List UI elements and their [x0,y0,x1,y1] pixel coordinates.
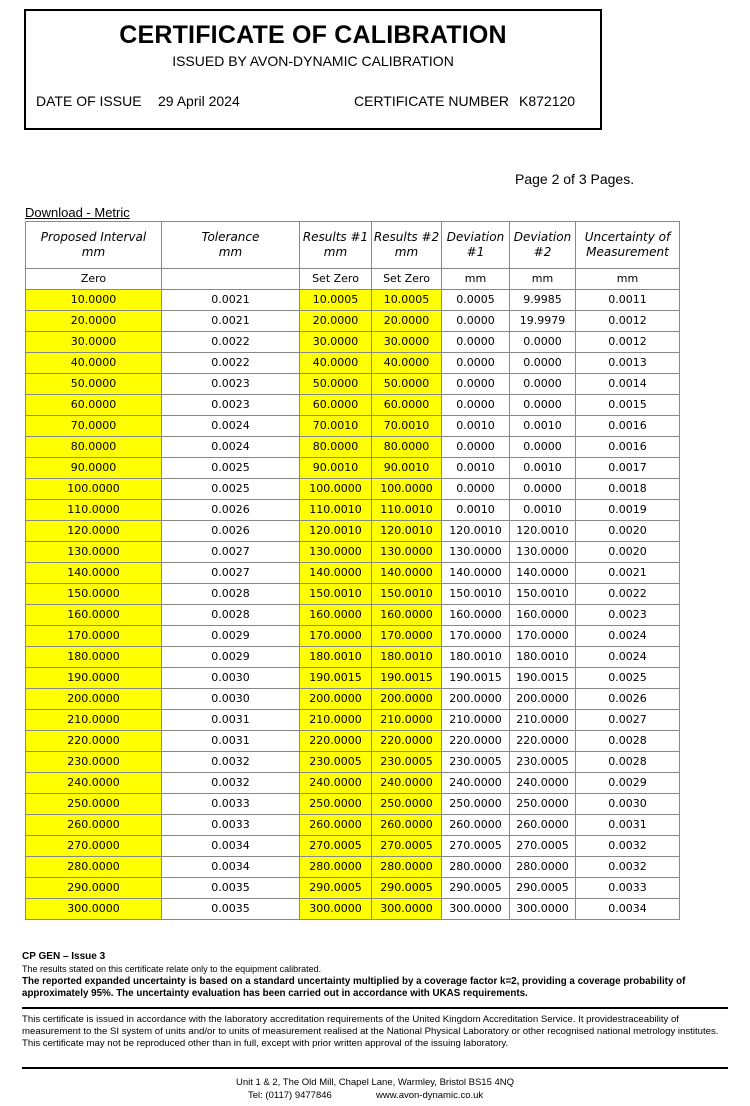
cell-deviation-1: 260.0000 [442,815,510,836]
cell-deviation-1: 0.0000 [442,311,510,332]
header-deviation-2 [510,222,576,269]
table-row [26,458,680,479]
header-line: mm [81,245,106,259]
cell-deviation-2: 180.0010 [510,647,576,668]
unit-deviation-2: mm [510,269,576,290]
header-line: Deviation [446,230,505,244]
cell-deviation-1: 0.0000 [442,353,510,374]
table-row [26,332,680,353]
cell-deviation-2: 160.0000 [510,605,576,626]
table-row [26,500,680,521]
cell-uncertainty: 0.0019 [576,500,680,521]
table-row [26,689,680,710]
cell-results-2: 20.0000 [372,311,442,332]
certificate-issuer: ISSUED BY AVON-DYNAMIC CALIBRATION [172,53,454,69]
cell-uncertainty: 0.0024 [576,626,680,647]
cell-tolerance: 0.0032 [162,773,300,794]
cell-uncertainty: 0.0015 [576,395,680,416]
cell-deviation-2: 240.0000 [510,773,576,794]
cell-proposed-interval: 290.0000 [26,878,162,899]
cell-results-2: 60.0000 [372,395,442,416]
cell-deviation-2: 250.0000 [510,794,576,815]
cell-deviation-1: 0.0010 [442,500,510,521]
cell-deviation-1: 210.0000 [442,710,510,731]
cell-results-1: 220.0000 [300,731,372,752]
table-row [26,815,680,836]
header-line: mm [218,245,243,259]
table-header-row [26,222,680,269]
cell-uncertainty: 0.0034 [576,899,680,920]
cell-deviation-2: 150.0010 [510,584,576,605]
cell-results-1: 100.0000 [300,479,372,500]
cell-deviation-2: 0.0010 [510,500,576,521]
cell-uncertainty: 0.0029 [576,773,680,794]
cell-tolerance: 0.0026 [162,521,300,542]
page-info: Page 2 of 3 Pages. [515,171,635,187]
lab-telephone: Tel: (0117) 9477846 [248,1090,332,1101]
unit-proposed-interval: Zero [26,269,162,290]
cell-results-1: 30.0000 [300,332,372,353]
header-results-2 [372,222,442,269]
lab-address: Unit 1 & 2, The Old Mill, Chapel Lane, Warmley, Bristol BS15 4NQ [235,1077,515,1088]
cell-proposed-interval: 240.0000 [26,773,162,794]
cell-uncertainty: 0.0022 [576,584,680,605]
certificate-header [24,9,602,130]
unit-results-2: Set Zero [372,269,442,290]
unit-results-1: Set Zero [300,269,372,290]
cell-results-2: 260.0000 [372,815,442,836]
cell-proposed-interval: 170.0000 [26,626,162,647]
table-row [26,836,680,857]
table-row [26,584,680,605]
accreditation-statement [22,1014,730,1050]
cell-results-2: 190.0015 [372,668,442,689]
cell-results-2: 80.0000 [372,437,442,458]
cell-proposed-interval: 10.0000 [26,290,162,311]
cell-deviation-1: 0.0010 [442,416,510,437]
header-line: Deviation [513,230,572,244]
cell-deviation-1: 130.0000 [442,542,510,563]
cell-results-2: 50.0000 [372,374,442,395]
cell-proposed-interval: 220.0000 [26,731,162,752]
table-row [26,710,680,731]
cell-uncertainty: 0.0012 [576,332,680,353]
certificate-number-label: CERTIFICATE NUMBER [354,93,510,109]
results-statement: The results stated on this certificate relate only to the equipment calibrated. [22,964,322,974]
cell-tolerance: 0.0022 [162,332,300,353]
cell-deviation-2: 270.0005 [510,836,576,857]
calibration-table [25,221,680,920]
cell-proposed-interval: 260.0000 [26,815,162,836]
table-row [26,794,680,815]
header-results-1 [300,222,372,269]
lab-website: www.avon-dynamic.co.uk [376,1090,484,1101]
cell-tolerance: 0.0035 [162,878,300,899]
cell-deviation-2: 9.9985 [510,290,576,311]
cell-results-2: 120.0010 [372,521,442,542]
cell-deviation-2: 220.0000 [510,731,576,752]
table-row [26,353,680,374]
cell-uncertainty: 0.0017 [576,458,680,479]
cell-deviation-1: 170.0000 [442,626,510,647]
cell-tolerance: 0.0024 [162,437,300,458]
cell-deviation-2: 170.0000 [510,626,576,647]
table-row [26,563,680,584]
cell-deviation-1: 120.0010 [442,521,510,542]
cell-proposed-interval: 20.0000 [26,311,162,332]
cell-deviation-1: 0.0005 [442,290,510,311]
table-row [26,395,680,416]
cell-uncertainty: 0.0030 [576,794,680,815]
cell-uncertainty: 0.0028 [576,752,680,773]
cell-proposed-interval: 300.0000 [26,899,162,920]
cell-tolerance: 0.0027 [162,563,300,584]
footer-divider-top [22,1007,728,1009]
cell-tolerance: 0.0021 [162,290,300,311]
cell-tolerance: 0.0025 [162,458,300,479]
cell-results-1: 10.0005 [300,290,372,311]
cell-uncertainty: 0.0016 [576,437,680,458]
cell-tolerance: 0.0032 [162,752,300,773]
cell-deviation-2: 260.0000 [510,815,576,836]
cell-deviation-1: 180.0010 [442,647,510,668]
cell-uncertainty: 0.0021 [576,563,680,584]
cell-tolerance: 0.0028 [162,584,300,605]
cell-uncertainty: 0.0013 [576,353,680,374]
cell-results-1: 120.0010 [300,521,372,542]
certificate-title: CERTIFICATE OF CALIBRATION [119,21,507,49]
cell-results-1: 70.0010 [300,416,372,437]
cell-proposed-interval: 160.0000 [26,605,162,626]
table-row [26,752,680,773]
cell-deviation-2: 280.0000 [510,857,576,878]
cell-proposed-interval: 230.0000 [26,752,162,773]
cell-deviation-1: 0.0000 [442,479,510,500]
uncertainty-statement: The reported expanded uncertainty is based on a standard uncertainty multiplied by a coverage factor k=2, providing a coverage probability of approximately 95%. The uncertainty evaluation has been carried out in accordance with UKAS requirements. [22,976,686,999]
cell-results-1: 110.0010 [300,500,372,521]
cell-tolerance: 0.0030 [162,668,300,689]
cell-uncertainty: 0.0011 [576,290,680,311]
cell-results-2: 140.0000 [372,563,442,584]
table-row [26,311,680,332]
header-line: #1 [466,245,485,259]
cell-uncertainty: 0.0012 [576,311,680,332]
cell-deviation-1: 140.0000 [442,563,510,584]
cell-uncertainty: 0.0027 [576,710,680,731]
cell-deviation-1: 190.0015 [442,668,510,689]
cell-results-2: 110.0010 [372,500,442,521]
table-row [26,437,680,458]
cell-deviation-2: 190.0015 [510,668,576,689]
cell-deviation-2: 120.0010 [510,521,576,542]
cell-tolerance: 0.0028 [162,605,300,626]
cell-tolerance: 0.0034 [162,857,300,878]
cell-deviation-2: 0.0000 [510,437,576,458]
unit-tolerance [162,269,300,290]
cell-uncertainty: 0.0020 [576,542,680,563]
cell-deviation-2: 0.0010 [510,416,576,437]
cell-results-1: 150.0010 [300,584,372,605]
document-code: CP GEN – Issue 3 [22,951,106,962]
cell-deviation-1: 290.0005 [442,878,510,899]
cell-deviation-1: 150.0010 [442,584,510,605]
cell-results-2: 290.0005 [372,878,442,899]
cell-results-1: 140.0000 [300,563,372,584]
reproduction-text: This certificate may not be reproduced other than in full, except with prior written approval of the issuing laboratory. [22,1038,509,1049]
cell-tolerance: 0.0027 [162,542,300,563]
cell-results-2: 10.0005 [372,290,442,311]
cell-deviation-1: 160.0000 [442,605,510,626]
cell-proposed-interval: 200.0000 [26,689,162,710]
table-row [26,878,680,899]
header-line: mm [323,245,348,259]
cell-proposed-interval: 90.0000 [26,458,162,479]
cell-proposed-interval: 100.0000 [26,479,162,500]
cell-proposed-interval: 250.0000 [26,794,162,815]
cell-proposed-interval: 30.0000 [26,332,162,353]
cell-uncertainty: 0.0032 [576,836,680,857]
cell-results-1: 60.0000 [300,395,372,416]
cell-uncertainty: 0.0025 [576,668,680,689]
cell-tolerance: 0.0021 [162,311,300,332]
cell-results-1: 80.0000 [300,437,372,458]
accreditation-text: This certificate is issued in accordance with the laboratory accreditation requirements of the United Kingdom Accreditation Service. It providestraceability of measurement to the SI system of units and/or to units of measurement realised at the National Physical Laboratory or other recognised national metrology institutes. [22,1014,719,1037]
header-deviation-1 [442,222,510,269]
cell-results-2: 30.0000 [372,332,442,353]
header-line: Results #2 [373,230,440,244]
cell-proposed-interval: 190.0000 [26,668,162,689]
header-line: mm [394,245,419,259]
cell-proposed-interval: 120.0000 [26,521,162,542]
cell-tolerance: 0.0022 [162,353,300,374]
cell-proposed-interval: 130.0000 [26,542,162,563]
cell-proposed-interval: 210.0000 [26,710,162,731]
cell-uncertainty: 0.0016 [576,416,680,437]
table-row [26,731,680,752]
cell-deviation-1: 0.0000 [442,374,510,395]
section-title: Download - Metric [25,205,130,220]
header-line: Uncertainty of [584,230,671,244]
header-uncertainty [576,222,680,269]
cell-results-2: 200.0000 [372,689,442,710]
cell-results-1: 300.0000 [300,899,372,920]
cell-results-2: 220.0000 [372,731,442,752]
cell-results-1: 50.0000 [300,374,372,395]
cell-proposed-interval: 140.0000 [26,563,162,584]
cell-results-2: 90.0010 [372,458,442,479]
cell-deviation-2: 130.0000 [510,542,576,563]
header-line: Measurement [586,245,669,259]
cell-deviation-2: 290.0005 [510,878,576,899]
cell-results-1: 200.0000 [300,689,372,710]
cell-results-2: 180.0010 [372,647,442,668]
cell-tolerance: 0.0029 [162,626,300,647]
cell-proposed-interval: 70.0000 [26,416,162,437]
table-row [26,647,680,668]
cell-results-1: 210.0000 [300,710,372,731]
date-of-issue-label: DATE OF ISSUE [36,93,142,109]
cell-results-1: 290.0005 [300,878,372,899]
header-proposed-interval [26,222,162,269]
header-tolerance [162,222,300,269]
cell-proposed-interval: 150.0000 [26,584,162,605]
cell-results-2: 240.0000 [372,773,442,794]
cell-tolerance: 0.0034 [162,836,300,857]
cell-deviation-2: 19.9979 [510,311,576,332]
table-row [26,374,680,395]
table-row [26,668,680,689]
cell-deviation-2: 300.0000 [510,899,576,920]
date-of-issue-value: 29 April 2024 [158,93,240,109]
cell-proposed-interval: 40.0000 [26,353,162,374]
table-row [26,479,680,500]
cell-results-1: 240.0000 [300,773,372,794]
cell-tolerance: 0.0025 [162,479,300,500]
cell-results-2: 280.0000 [372,857,442,878]
table-row [26,899,680,920]
cell-deviation-2: 200.0000 [510,689,576,710]
cell-results-1: 280.0000 [300,857,372,878]
cell-uncertainty: 0.0028 [576,731,680,752]
table-row [26,416,680,437]
cell-results-2: 100.0000 [372,479,442,500]
cell-deviation-2: 0.0000 [510,374,576,395]
cell-results-1: 190.0015 [300,668,372,689]
cell-uncertainty: 0.0026 [576,689,680,710]
cell-deviation-2: 210.0000 [510,710,576,731]
cell-deviation-1: 280.0000 [442,857,510,878]
cell-deviation-2: 0.0000 [510,479,576,500]
cell-tolerance: 0.0029 [162,647,300,668]
header-line: Tolerance [201,230,260,244]
cell-tolerance: 0.0035 [162,899,300,920]
cell-uncertainty: 0.0023 [576,605,680,626]
cell-results-2: 70.0010 [372,416,442,437]
cell-results-1: 270.0005 [300,836,372,857]
header-line: #2 [533,245,552,259]
cell-results-1: 180.0010 [300,647,372,668]
cell-results-2: 300.0000 [372,899,442,920]
certificate-number-value: K872120 [519,93,576,109]
cell-deviation-1: 270.0005 [442,836,510,857]
cell-deviation-1: 220.0000 [442,731,510,752]
cell-tolerance: 0.0023 [162,374,300,395]
header-line: Proposed Interval [40,230,147,244]
cell-tolerance: 0.0033 [162,794,300,815]
cell-proposed-interval: 80.0000 [26,437,162,458]
cell-proposed-interval: 60.0000 [26,395,162,416]
cell-uncertainty: 0.0014 [576,374,680,395]
cell-results-2: 160.0000 [372,605,442,626]
cell-results-2: 150.0010 [372,584,442,605]
cell-results-2: 250.0000 [372,794,442,815]
cell-proposed-interval: 50.0000 [26,374,162,395]
cell-deviation-2: 0.0000 [510,353,576,374]
cell-deviation-1: 0.0000 [442,332,510,353]
cell-results-1: 40.0000 [300,353,372,374]
cell-uncertainty: 0.0033 [576,878,680,899]
cell-deviation-2: 0.0010 [510,458,576,479]
cell-results-1: 90.0010 [300,458,372,479]
table-row [26,605,680,626]
cell-tolerance: 0.0030 [162,689,300,710]
cell-uncertainty: 0.0031 [576,815,680,836]
header-line: Results #1 [302,230,369,244]
cell-results-1: 260.0000 [300,815,372,836]
cell-tolerance: 0.0033 [162,815,300,836]
cell-deviation-1: 0.0000 [442,395,510,416]
cell-deviation-1: 230.0005 [442,752,510,773]
cell-proposed-interval: 280.0000 [26,857,162,878]
cell-deviation-2: 0.0000 [510,395,576,416]
cell-deviation-1: 200.0000 [442,689,510,710]
cell-results-2: 210.0000 [372,710,442,731]
table-row [26,857,680,878]
table-row [26,290,680,311]
cell-results-2: 130.0000 [372,542,442,563]
table-row [26,542,680,563]
cell-deviation-2: 0.0000 [510,332,576,353]
cell-deviation-2: 140.0000 [510,563,576,584]
cell-tolerance: 0.0031 [162,731,300,752]
footer-divider-bottom [22,1067,728,1069]
cell-results-1: 160.0000 [300,605,372,626]
cell-deviation-1: 240.0000 [442,773,510,794]
cell-uncertainty: 0.0020 [576,521,680,542]
table-row [26,521,680,542]
cell-tolerance: 0.0023 [162,395,300,416]
cell-results-2: 230.0005 [372,752,442,773]
cell-results-1: 170.0000 [300,626,372,647]
cell-proposed-interval: 270.0000 [26,836,162,857]
cell-deviation-1: 250.0000 [442,794,510,815]
cell-uncertainty: 0.0032 [576,857,680,878]
cell-results-1: 230.0005 [300,752,372,773]
cell-proposed-interval: 110.0000 [26,500,162,521]
cell-tolerance: 0.0026 [162,500,300,521]
cell-results-2: 170.0000 [372,626,442,647]
cell-results-2: 270.0005 [372,836,442,857]
unit-deviation-1: mm [442,269,510,290]
unit-uncertainty: mm [576,269,680,290]
cell-deviation-1: 0.0010 [442,458,510,479]
table-row [26,773,680,794]
units-row [26,269,680,290]
cell-uncertainty: 0.0018 [576,479,680,500]
cell-deviation-1: 300.0000 [442,899,510,920]
cell-results-1: 130.0000 [300,542,372,563]
cell-results-1: 20.0000 [300,311,372,332]
table-row [26,626,680,647]
cell-deviation-1: 0.0000 [442,437,510,458]
cell-results-1: 250.0000 [300,794,372,815]
cell-proposed-interval: 180.0000 [26,647,162,668]
cell-tolerance: 0.0031 [162,710,300,731]
cell-deviation-2: 230.0005 [510,752,576,773]
cell-results-2: 40.0000 [372,353,442,374]
cell-tolerance: 0.0024 [162,416,300,437]
cell-uncertainty: 0.0024 [576,647,680,668]
